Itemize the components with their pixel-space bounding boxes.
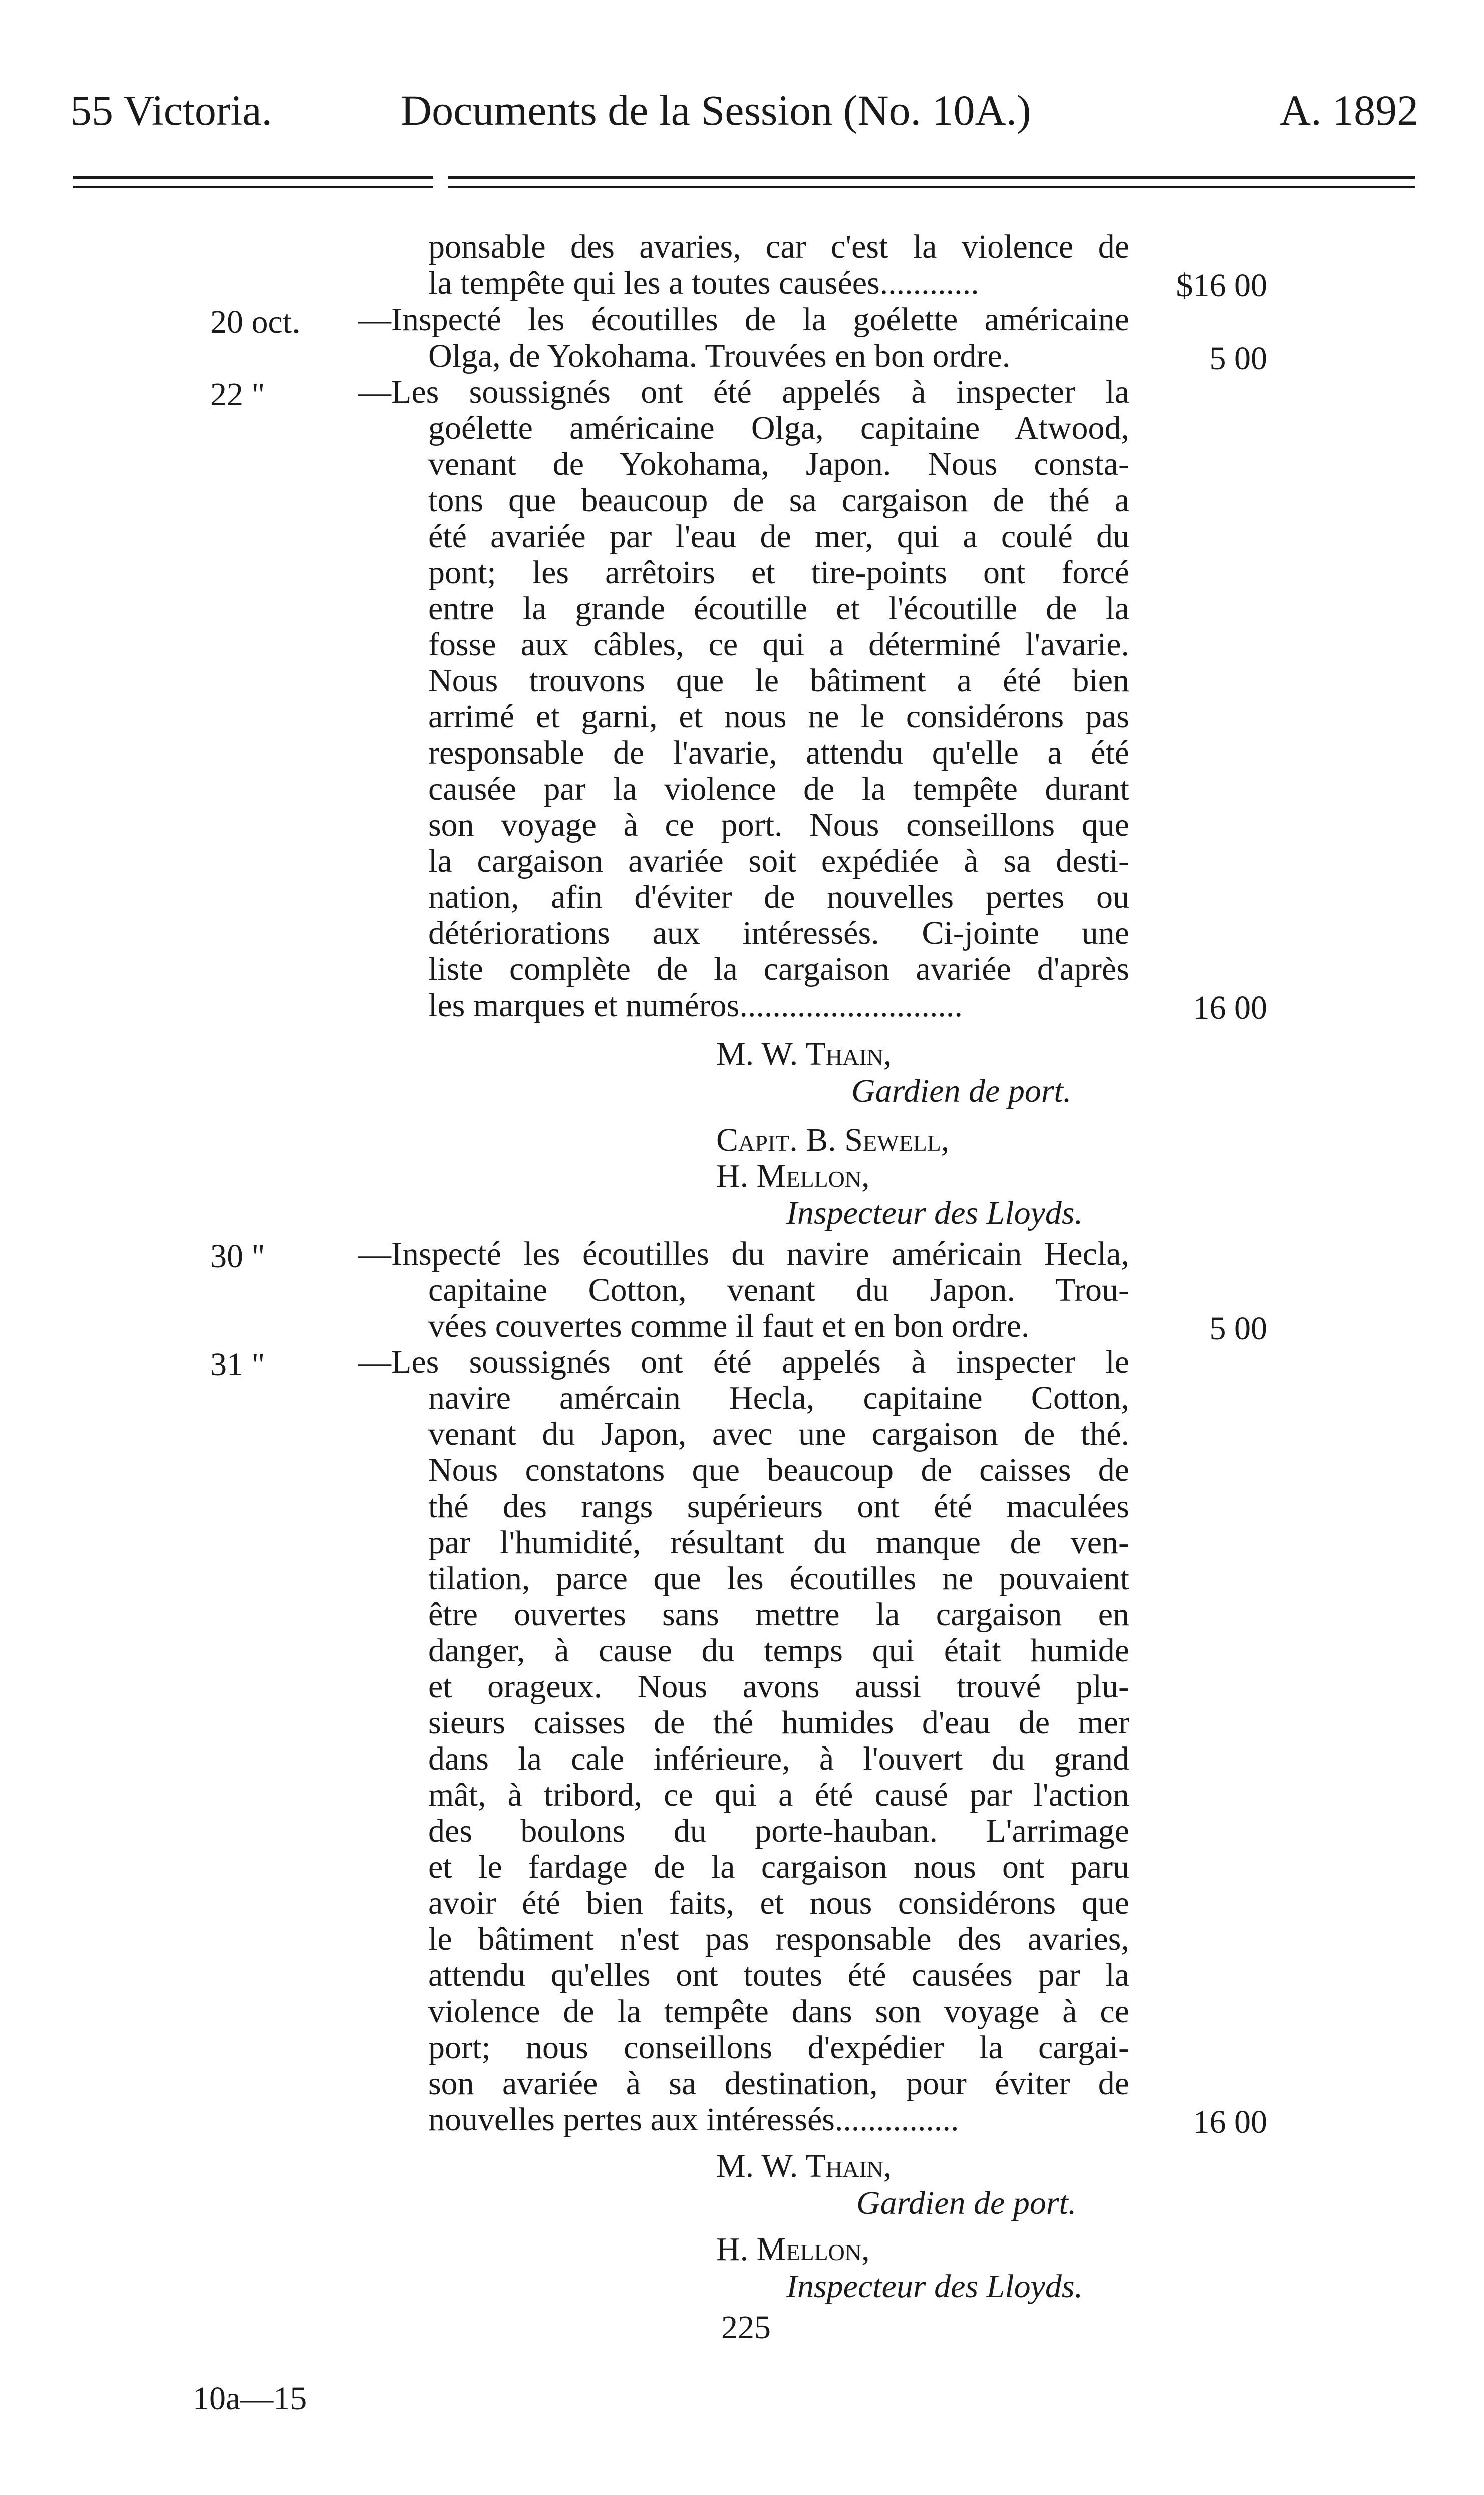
entry-2-line-7: fosse aux câbles, ce qui a déterminé l'avarie.: [428, 626, 1129, 663]
entry-4-line-7: être ouvertes sans mettre la cargaison en: [428, 1596, 1129, 1633]
entry-4-line-13: des boulons du porte-hauban. L'arrimage: [428, 1813, 1129, 1849]
header-rule-left-2: [73, 186, 433, 188]
entry-0-line-1: la tempête qui les a toutes causées............: [428, 265, 979, 301]
entry-4-line-12: mât, à tribord, ce qui a été causé par l'action: [428, 1777, 1129, 1813]
page-header: [0, 85, 1484, 145]
entry-4-line-2: venant du Japon, avec une cargaison de thé.: [428, 1416, 1129, 1452]
entry-4-line-9: et orageux. Nous avons aussi trouvé plu-: [428, 1668, 1129, 1705]
entry-0-amount: $16 00: [1176, 267, 1267, 304]
entry-2-line-14: nation, afin d'éviter de nouvelles pertes ou: [428, 879, 1129, 915]
entry-2-line-0: —Les soussignés ont été appelés à inspecter la: [358, 374, 1129, 410]
entry-3-amount: 5 00: [1209, 1310, 1267, 1347]
entry-3-line-2: vées couvertes comme il faut et en bon ordre.: [428, 1308, 1030, 1344]
entry-1-amount: 5 00: [1209, 340, 1267, 377]
entry-2-line-6: entre la grande écoutille et l'écoutille de la: [428, 590, 1129, 627]
entry-4-line-15: avoir été bien faits, et nous considérons que: [428, 1885, 1129, 1921]
signature-mark: 10a—15: [193, 2380, 307, 2417]
entry-4-signature-1: Gardien de port.: [856, 2185, 1077, 2221]
entry-2-line-1: goélette américaine Olga, capitaine Atwood,: [428, 410, 1129, 446]
entry-1-date: 20 oct.: [210, 304, 301, 340]
entry-2-line-12: son voyage à ce port. Nous conseillons que: [428, 807, 1129, 843]
entry-2-line-4: été avariée par l'eau de mer, qui a coulé du: [428, 518, 1129, 555]
page-number: 225: [721, 2309, 771, 2346]
entry-2-line-9: arrimé et garni, et nous ne le considérons pas: [428, 698, 1129, 735]
header-right: A. 1892: [1280, 86, 1419, 134]
entry-4-signature-2: H. Mellon,: [716, 2231, 870, 2268]
entry-4-line-14: et le fardage de la cargaison nous ont paru: [428, 1849, 1129, 1885]
entry-2-signature-2: Capit. B. Sewell,: [716, 1122, 950, 1158]
entry-2-amount: 16 00: [1193, 989, 1267, 1026]
entry-4-signature-3: Inspecteur des Lloyds.: [786, 2268, 1083, 2305]
entry-4-signature-0: M. W. Thain,: [716, 2148, 892, 2184]
entry-2-line-11: causée par la violence de la tempête durant: [428, 771, 1129, 807]
entry-4-date: 31 ": [210, 1346, 265, 1383]
header-rule-left: [73, 176, 433, 179]
entry-4-line-1: navire amércain Hecla, capitaine Cotton,: [428, 1380, 1129, 1416]
entry-4-line-18: violence de la tempête dans son voyage à ce: [428, 1993, 1129, 2030]
entry-4-line-17: attendu qu'elles ont toutes été causées par la: [428, 1957, 1129, 1993]
entry-4-line-21: nouvelles pertes aux intéressés...............: [428, 2101, 959, 2138]
entry-4-line-19: port; nous conseillons d'expédier la cargai-: [428, 2029, 1129, 2066]
entry-2-signature-4: Inspecteur des Lloyds.: [786, 1195, 1083, 1231]
entry-2-line-15: détériorations aux intéressés. Ci-jointe une: [428, 915, 1129, 951]
entry-4-line-16: le bâtiment n'est pas responsable des avaries,: [428, 1921, 1129, 1957]
entry-2-signature-3: H. Mellon,: [716, 1158, 870, 1194]
entry-4-line-10: sieurs caisses de thé humides d'eau de mer: [428, 1704, 1129, 1741]
entry-1-line-1: Olga, de Yokohama. Trouvées en bon ordre.: [428, 338, 1011, 374]
entry-2-signature-0: M. W. Thain,: [716, 1036, 892, 1072]
entry-4-line-0: —Les soussignés ont été appelés à inspecter le: [358, 1344, 1129, 1380]
entry-3-line-0: —Inspecté les écoutilles du navire américain Hecla,: [358, 1235, 1129, 1272]
entry-4-line-5: par l'humidité, résultant du manque de ven-: [428, 1524, 1129, 1561]
entry-2-line-5: pont; les arrêtoirs et tire-points ont forcé: [428, 554, 1129, 591]
entry-4-line-20: son avariée à sa destination, pour éviter de: [428, 2065, 1129, 2102]
entry-4-amount: 16 00: [1193, 2104, 1267, 2140]
entry-2-line-13: la cargaison avariée soit expédiée à sa desti-: [428, 843, 1129, 879]
entry-4-line-8: danger, à cause du temps qui était humide: [428, 1632, 1129, 1669]
entry-2-line-8: Nous trouvons que le bâtiment a été bien: [428, 662, 1129, 699]
entry-2-line-10: responsable de l'avarie, attendu qu'elle a été: [428, 734, 1129, 771]
entry-2-signature-1: Gardien de port.: [851, 1073, 1072, 1109]
entry-2-line-2: venant de Yokohama, Japon. Nous consta-: [428, 446, 1129, 482]
entry-0-line-0: ponsable des avaries, car c'est la violence de: [428, 228, 1129, 265]
entry-4-line-3: Nous constatons que beaucoup de caisses de: [428, 1452, 1129, 1488]
entry-4-line-11: dans la cale inférieure, à l'ouvert du grand: [428, 1740, 1129, 1777]
entry-3-date: 30 ": [210, 1238, 265, 1275]
entry-2-line-3: tons que beaucoup de sa cargaison de thé a: [428, 482, 1129, 519]
entry-3-line-1: capitaine Cotton, venant du Japon. Trou-: [428, 1272, 1129, 1308]
entry-2-line-16: liste complète de la cargaison avariée d'après: [428, 951, 1129, 987]
header-rule-right: [448, 176, 1415, 179]
entry-2-line-17: les marques et numéros...........................: [428, 987, 963, 1024]
entry-1-line-0: —Inspecté les écoutilles de la goélette américaine: [358, 301, 1129, 338]
entry-2-date: 22 ": [210, 376, 265, 413]
header-center: Documents de la Session (No. 10A.): [401, 86, 1031, 134]
entry-4-line-4: thé des rangs supérieurs ont été maculées: [428, 1488, 1129, 1525]
entry-4-line-6: tilation, parce que les écoutilles ne pouvaient: [428, 1560, 1129, 1597]
header-left: 55 Victoria.: [70, 86, 273, 134]
header-rule-right-2: [448, 186, 1415, 188]
